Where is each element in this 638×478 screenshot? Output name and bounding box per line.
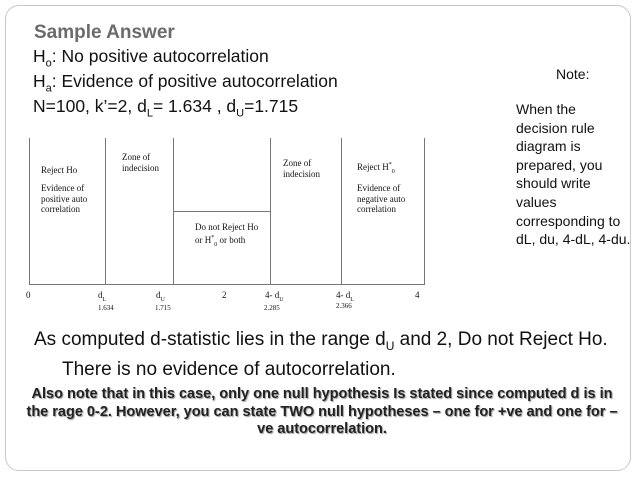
- zone-indecision-right: Zone of indecision: [283, 158, 320, 179]
- boundary-four: [424, 138, 425, 284]
- do-not-reject-top-line: [173, 211, 271, 212]
- tick-4-du: 4- $d_U$: [265, 290, 284, 303]
- slide-title: Sample Answer: [34, 22, 175, 43]
- tick-two: 2: [222, 290, 227, 300]
- tick-dl: $d_L$: [98, 290, 107, 303]
- null-hypothesis: $H_o$: No positive autocorrelation: [33, 46, 269, 70]
- bottom-note: Also note that in this case, only one null hypothesis Is stated since computed d is in the rage 0-2. However, you can state TWO null hypotheses – one for +ve and one for –ve autocorrelation.: [26, 386, 618, 437]
- test-parameters: N=100, k’=2, $d_L= 1.634$ , $d_U=1.715$: [33, 96, 299, 120]
- value-4-dl: 2.366: [336, 302, 352, 310]
- note-body: When the decision rule diagram is prepared, you should write values corresponding to dL, du, 4-dL, 4-du.: [516, 101, 631, 248]
- tick-du: $d_U$: [156, 290, 165, 303]
- tick-4-dl: 4- $d_L$: [336, 290, 354, 303]
- note-title: Note:: [556, 66, 590, 82]
- value-du: 1.715: [155, 304, 171, 312]
- evidence-negative-label: Evidence of negative auto correlation: [357, 183, 406, 214]
- boundary-zero: [29, 138, 30, 284]
- boundary-4-dl: [341, 138, 342, 284]
- conclusion-text: As computed d-statistic lies in the range $d_U$ and 2, Do not Reject Ho. There is no evidence of autocorrelation.: [34, 329, 608, 380]
- tick-four: 4: [415, 290, 420, 300]
- value-dl: 1.634: [98, 304, 114, 312]
- axis-line: [29, 284, 425, 285]
- do-not-reject-label: Do not Reject Ho or $H^*_0$ or both: [195, 222, 259, 248]
- reject-ho-label: Reject Ho: [41, 165, 78, 175]
- value-4-du: 2.285: [264, 304, 280, 312]
- reject-h0-star-label: Reject $H^*_0$: [357, 162, 395, 175]
- tick-zero: 0: [26, 290, 31, 300]
- evidence-positive-label: Evidence of positive auto correlation: [41, 183, 88, 214]
- alternative-hypothesis: $H_a$: Evidence of positive autocorrelation: [33, 71, 338, 95]
- zone-indecision-left: Zone of indecision: [122, 152, 159, 173]
- boundary-dl: [105, 138, 106, 284]
